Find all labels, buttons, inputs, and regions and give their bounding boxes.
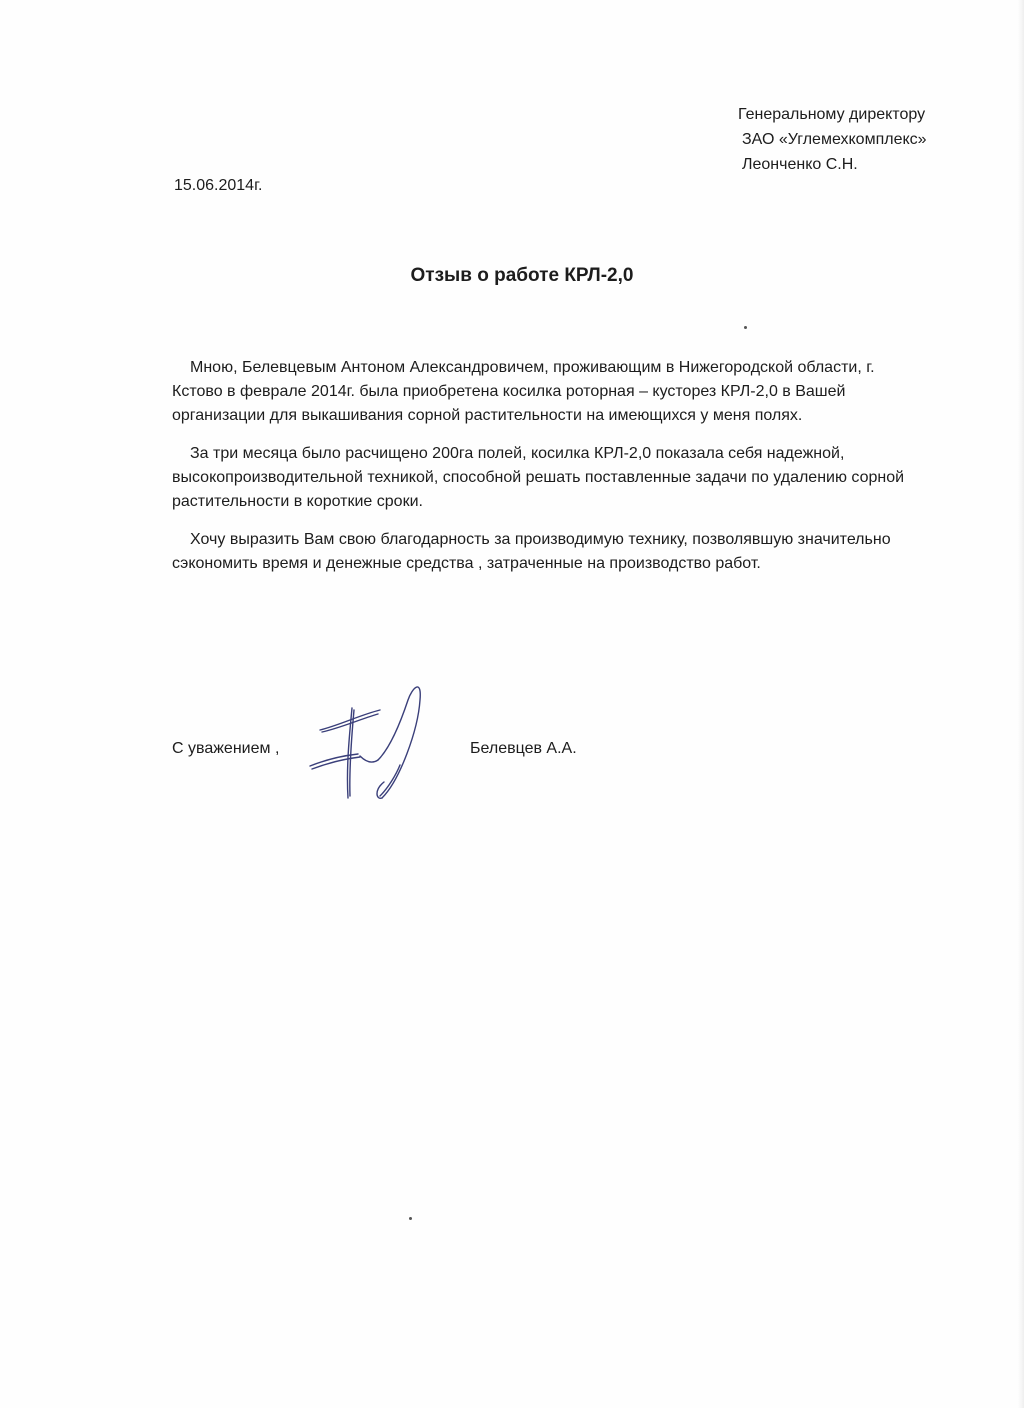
letter-date: 15.06.2014г.	[174, 177, 263, 194]
addressee-position: Генеральному директору	[738, 106, 926, 123]
closing-phrase: С уважением ,	[172, 740, 280, 757]
signer-name: Белевцев А.А.	[470, 740, 577, 757]
scan-speck	[409, 1217, 412, 1220]
paragraph-line: Хочу выразить Вам свою благодарность за производимую технику, позволявшую значительно	[190, 531, 891, 548]
paragraph-line: Кстово в феврале 2014г. была приобретена косилка роторная – кусторез КРЛ-2,0 в Вашей	[172, 383, 846, 400]
paragraph-1	[172, 356, 952, 428]
addressee-name: Леонченко С.Н.	[742, 156, 858, 173]
paragraph-3	[172, 528, 952, 576]
paragraph-line: высокопроизводительной техникой, способной решать поставленные задачи по удалению сорной	[172, 469, 905, 486]
letter-body	[172, 356, 952, 590]
paragraph-line: За три месяца было расчищено 200га полей, косилка КРЛ-2,0 показала себя надежной,	[190, 445, 845, 462]
paragraph-line: растительности в короткие сроки.	[172, 493, 423, 510]
paragraph-line: Мною, Белевцевым Антоном Александровичем, проживающим в Нижегородской области, г.	[190, 359, 875, 376]
paragraph-2	[172, 442, 952, 514]
paragraph-line: сэкономить время и денежные средства , затраченные на производство работ.	[172, 555, 761, 572]
addressee-block	[738, 102, 927, 177]
page-edge-shadow	[1018, 0, 1024, 1408]
letter-title: Отзыв о работе КРЛ-2,0	[410, 265, 634, 286]
handwritten-signature	[300, 670, 440, 810]
paragraph-line: организации для выкашивания сорной растительности на имеющихся у меня полях.	[172, 407, 803, 424]
addressee-company: ЗАО «Углемехкомплекс»	[742, 131, 927, 148]
scan-speck	[744, 326, 747, 329]
